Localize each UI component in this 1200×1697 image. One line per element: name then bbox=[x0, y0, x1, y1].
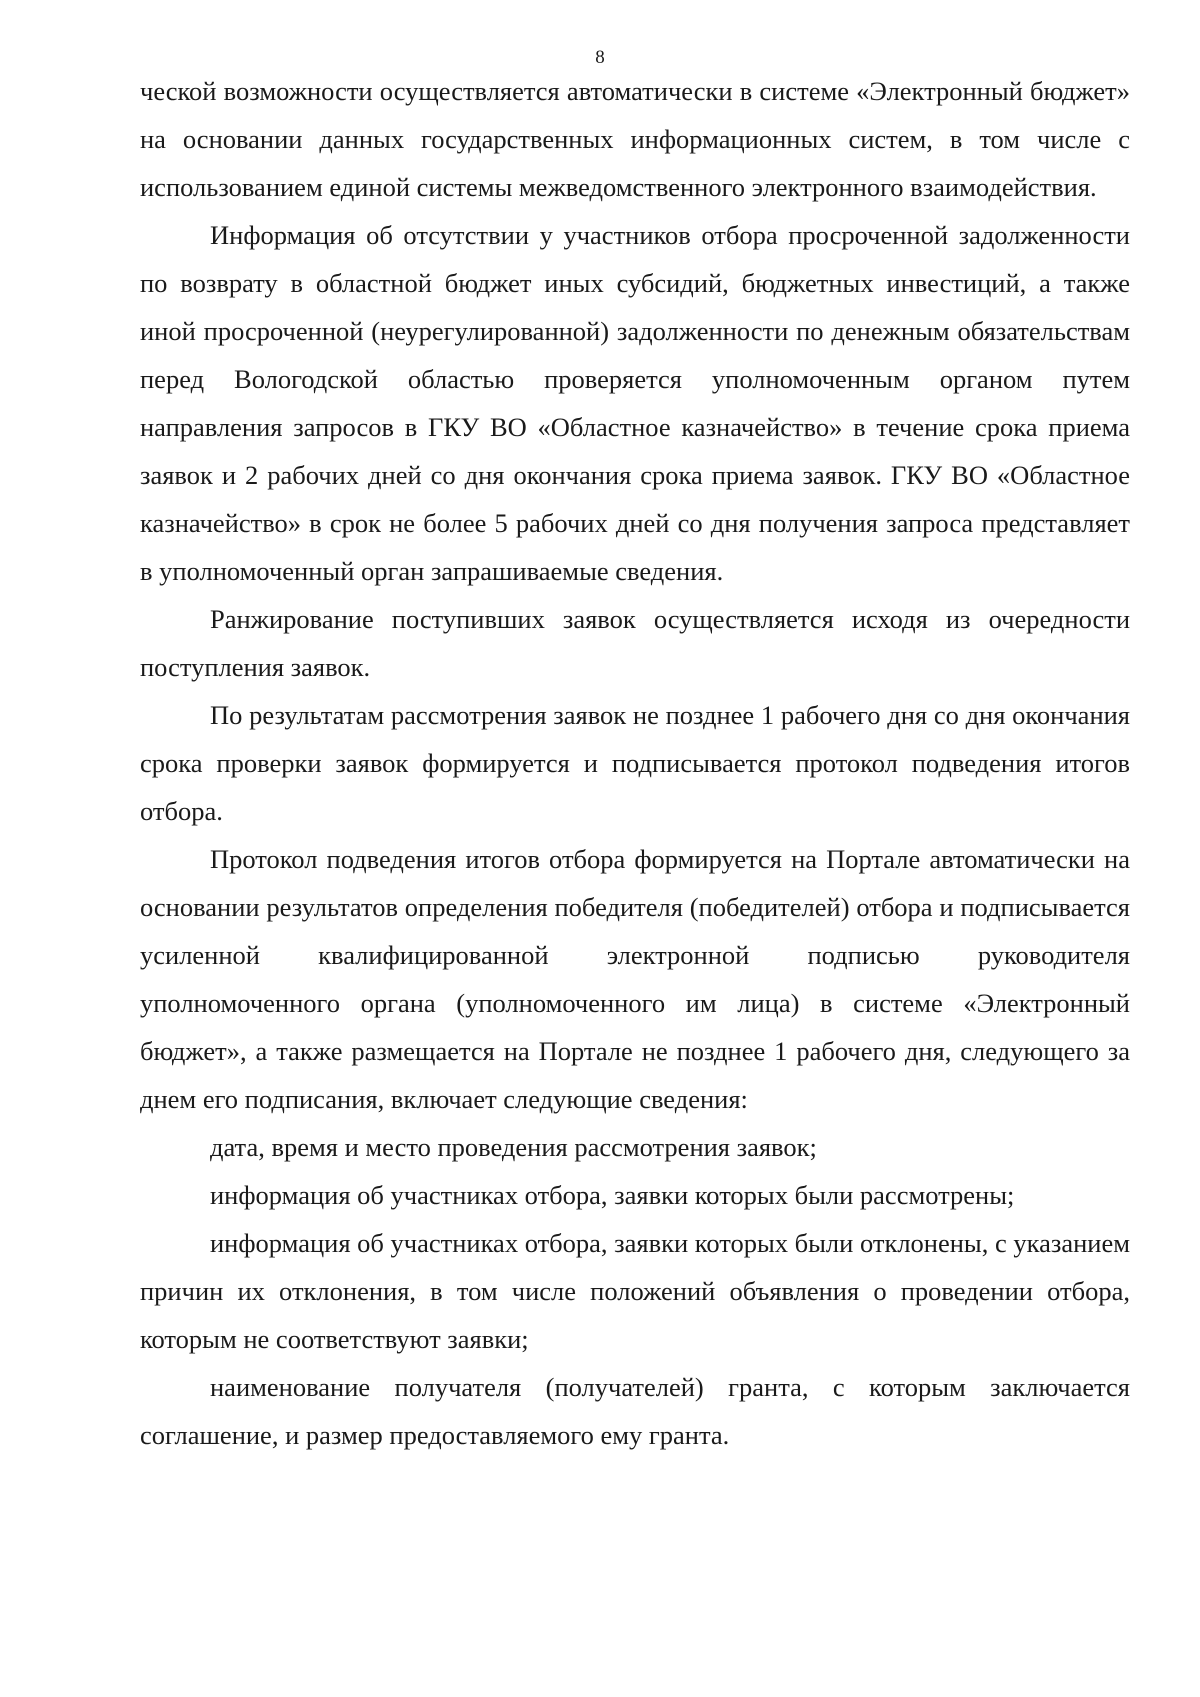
list-item: информация об участниках отбора, заявки которых были рассмотрены; bbox=[210, 1180, 1015, 1210]
page-number: 8 bbox=[595, 47, 605, 68]
paragraph-protocol: Протокол подведения итогов отбора формируется на Портале автоматически на основании результатов определения победителя (победителей) отбора и подписывается усиленной квалифицированной электронной подписью руководителя уполномоченного органа (уполномоченного им лица) в системе «Электронный бюджет», а также размещается на Портале не позднее 1 рабочего дня, следующего за днем его подписания, включает следующие сведения: bbox=[140, 844, 1130, 1114]
list-item: дата, время и место проведения рассмотрения заявок; bbox=[210, 1132, 817, 1162]
list-item: информация об участниках отбора, заявки которых были отклонены, с указанием причин их отклонения, в том числе положений объявления о проведении отбора, которым не соответствуют заявки; bbox=[140, 1228, 1130, 1354]
paragraph-review-results: По результатам рассмотрения заявок не позднее 1 рабочего дня со дня окончания срока проверки заявок формируется и подписывается протокол подведения итогов отбора. bbox=[140, 700, 1130, 826]
document-body bbox=[140, 67, 1130, 1459]
list-item: наименование получателя (получателей) гранта, с которым заключается соглашение, и размер предоставляемого ему гранта. bbox=[140, 1372, 1130, 1450]
paragraph-debt-info: Информация об отсутствии у участников отбора просроченной задолженности по возврату в областной бюджет иных субсидий, бюджетных инвестиций, а также иной просроченной (неурегулированной) задолженности по денежным обязательствам перед Вологодской областью проверяется уполномоченным органом путем направления запросов в ГКУ ВО «Областное казначейство» в течение срока приема заявок и 2 рабочих дней со дня окончания срока приема заявок. ГКУ ВО «Областное казначейство» в срок не более 5 рабочих дней со дня получения запроса представляет в уполномоченный орган запрашиваемые сведения. bbox=[140, 220, 1130, 586]
paragraph-continuation: ческой возможности осуществляется автоматически в системе «Электронный бюджет» на основании данных государственных информационных систем, в том числе с использованием единой системы межведомственного электронного взаимодействия. bbox=[140, 76, 1130, 202]
paragraph-ranking: Ранжирование поступивших заявок осуществляется исходя из очередности поступления заявок. bbox=[140, 604, 1130, 682]
